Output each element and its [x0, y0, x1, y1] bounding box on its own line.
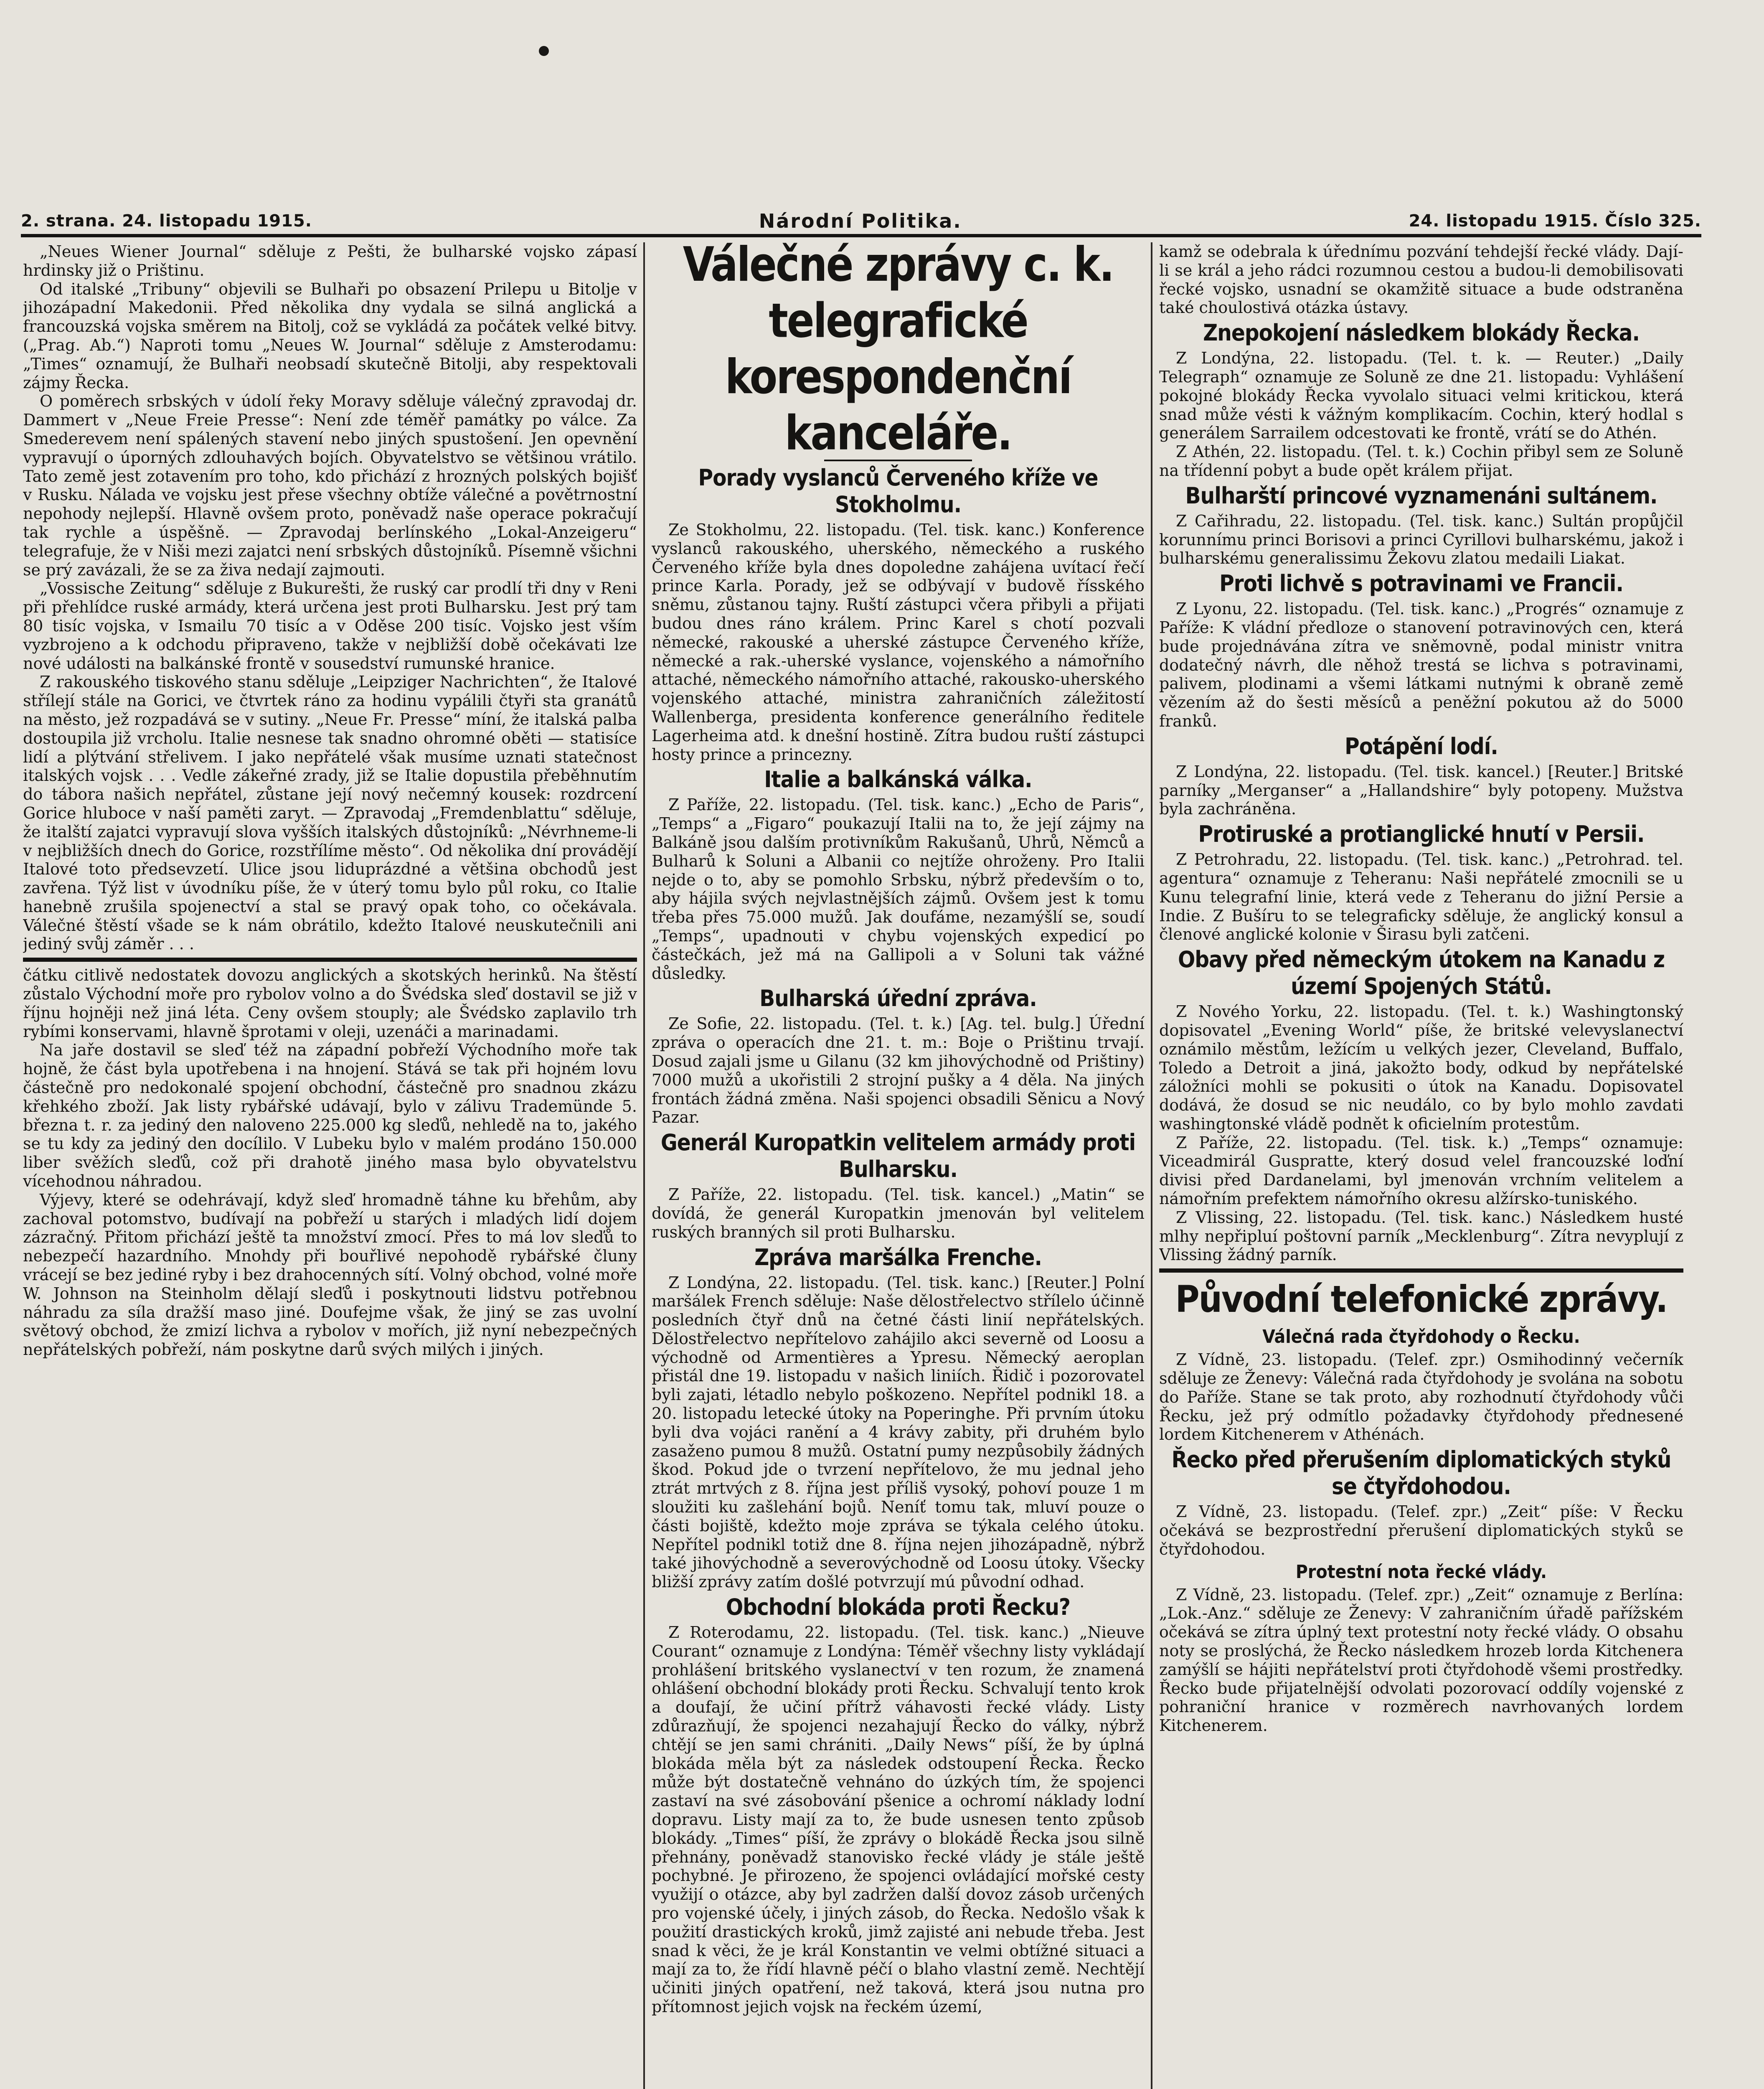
- print-speck: [539, 46, 549, 56]
- paragraph: O poměrech srbských v údolí řeky Moravy sděluje válečný zpravodaj dr. Dammert v „Neue Freie Presse“: Není zde téměř památky po válce. Za Smederevem není spálených stavení nebo jiných spustošení. Jen opevnění vypravují o úporných zdlouhavých bojích. Obyvatelstvo se většinou vrátilo. Tato země jest zotavením pro toho, kdo přichází z hrozných polských bojišť v Rusku. Nálada ve vojsku jest přese všechny obtíže válečné a povětrnostní nepohody nejlepší. Hlavně ovšem proto, poněvadž naše operace pokračují tak rychle a úspěšně. — Zpravodaj berlínského „Lokal-Anzeigeru“ telegrafuje, že v Niši mezi zajatci není srbských důstojníků. Písemně všichni se prý zavázali, že se za živa nedají zajmouti.: [23, 392, 637, 579]
- article-text: Z Londýna, 22. listopadu. (Tel. tisk. kancel.) [Reuter.] Britské parníky „Merganser“ a „Hallandshire“ byly potopeny. Mužstva byla zachráněna.: [1159, 762, 1683, 818]
- column-2: [652, 242, 1145, 2089]
- article-text: Z Cařihradu, 22. listopadu. (Tel. tisk. kanc.) Sultán propůjčil korunnímu princi Borisovi a princi Cyrillovi bulharskému, jakož i bulharskému generalissimu Žekovu zlatou medaili Liakat.: [1159, 511, 1683, 568]
- article-text: kamž se odebrala k úřednímu pozvání tehdejší řecké vlády. Dají-li se král a jeho rádci rozumnou cestou a budou-li demobilisovati řecké vojsko, usnadní se okamžitě situace a bude odstraněna také choulostivá otázka ústavy.: [1159, 242, 1683, 317]
- column-3: [1159, 242, 1683, 2089]
- article-text: Z Athén, 22. listopadu. (Tel. t. k.) Cochin přibyl sem ze Soluně na třídenní pobyt a bude opět králem přijat.: [1159, 442, 1683, 480]
- article-headline: Bulharští princové vyznamenáni sultánem.: [1185, 482, 1657, 509]
- article-headline: Protestní nota řecké vlády.: [1295, 1561, 1547, 1583]
- article-headline: Řecko před přerušením diplomatických styků se čtyřdohodou.: [1171, 1446, 1671, 1500]
- article-text: Z Vídně, 23. listopadu. (Telef. zpr.) „Zeit“ oznamuje z Berlína: „Lok.-Anz.“ sděluje ze Ženevy: V zahraničním úřadě pařížském očekává se zítra úplný text protestní noty řecké vlády. O obsahu noty se proslýchá, že Řecko následkem hrozeb lorda Kitchenera zamýšlí se hájiti nepřátelství proti čtyřdohodě všemi prostředky. Řecko bude přijatelnější odvolati pozorovací oddíly vojenské z pohraniční hranice v rozměrech navrhovaných lordem Kitchenerem.: [1159, 1585, 1683, 1735]
- article-text: Z Vídně, 23. listopadu. (Telef. zpr.) Osmihodinný večerník sděluje ze Ženevy: Válečná rada čtyřdohody je svolána na sobotu do Paříže. Stane se tak proto, aby rozhodnutí čtyřdohody vůči Řecku, jež prý odmítlo požadavky čtyřdohody přednesené lordem Kitchenerem v Athénách.: [1159, 1350, 1683, 1444]
- section-title: Válečné zprávy c. k. telegrafické korespondenční kanceláře.: [683, 242, 1114, 461]
- article-headline: Potápění lodí.: [1345, 733, 1498, 760]
- section-divider: [1159, 1268, 1683, 1273]
- article-text: Z Roterodamu, 22. listopadu. (Tel. tisk. kanc.) „Nieuve Courant“ oznamuje z Londýna: Téměř všechny listy vykládají prohlášení britského vyslanectví v ten rozum, že znamená ohlášení obchodní blokády proti Řecku. Schvalují tento krok a doufají, že učiní přítrž váhavosti řecké vlády. Listy zdůrazňují, že spojenci nezahajují Řecko do války, nýbrž chtějí se jen sami chrániti. „Daily News“ píší, že by úplná blokáda měla být za následek odstoupení Řecka. Řecko může být dostatečně vehnáno do úzkých tím, že spojenci zastaví na své zásobování pšenice a ochromí náklady lodní dopravu. Listy mají za to, že bude usnesen tento způsob blokády. „Times“ píší, že zprávy o blokádě Řecka jsou silně přehnány, poněvadž stanovisko řecké vlády je stále ještě pochybné. Je přirozeno, že spojenci ovládající mořské cesty využijí o otázce, aby byl zadržen další dovoz zásob určených pro vojenské účely, i jiných zásob, do Řecka. Nedošlo však k použití drastických kroků, jimž zajisté ani nebude třeba. Jest snad k věci, že je král Konstantin ve velmi obtížné situaci a mají za to, že řídí hlavně péčí o blaho vlastní země. Nechtějí učiniti jiných opatření, než taková, která jsou nutna pro přítomnost jejich vojsk na řeckém území,: [652, 1623, 1145, 2016]
- article-text: Z Lyonu, 22. listopadu. (Tel. tisk. kanc.) „Progrés“ oznamuje z Paříže: K vládní předloze o stanovení potravinových cen, která bude projednávána zítra ve sněmovně, podal ministr vnitra dodatečný návrh, dle něhož trestá se lichva s potravinami, palivem, plodinami a všemi látkami nutnými k obraně země vězením až do šesti měsíců a peněžní pokutou až do 5000 franků.: [1159, 600, 1683, 730]
- article-text: Z Paříže, 22. listopadu. (Tel. tisk. k.) „Temps“ oznamuje: Viceadmirál Guspratte, který dosud velel francouzské loďní divisi před Dardanelami, byl jmenován vrchním velitelem a námořním prefektem námořního okresu alžírsko-tuniského.: [1159, 1133, 1683, 1208]
- article-text: Ze Sofie, 22. listopadu. (Tel. t. k.) [Ag. tel. bulg.] Úřední zpráva o operacích dne 21. t. m.: Boje o Prištinu trvají. Dosud zajali jsme u Gilanu (32 km jihovýchodně od Prištiny) 7000 mužů a ukořistili 2 strojní pušky a 4 děla. Na jiných frontách žádná změna. Naši spojenci obsadili Sěnicu a Nový Pazar.: [652, 1014, 1145, 1127]
- section-divider: [23, 958, 637, 962]
- article-headline: Zpráva maršálka Frenche.: [754, 1244, 1042, 1271]
- article-text: Z Londýna, 22. listopadu. (Tel. t. k. — Reuter.) „Daily Telegraph“ oznamuje ze Soluně ze dne 21. listopadu: Vyhlášení pokojné blokády Řecka vyvolalo situaci velmi kritickou, která snad může vésti k vážným komplikacím. Cochin, který hodlal s generálem Sarrailem odcestovati ke frontě, vrátí se do Athén.: [1159, 349, 1683, 442]
- article-headline: Protiruské a protianglické hnutí v Persii.: [1198, 821, 1645, 848]
- article-text: Z Vlissing, 22. listopadu. (Tel. tisk. kanc.) Následkem husté mlhy nepřipluí poštovní parník „Mecklenburg“. Zítra nevyplují z Vlissing žádný parník.: [1159, 1208, 1683, 1264]
- column-rule: [643, 242, 645, 2089]
- masthead: Národní Politika.: [759, 210, 962, 232]
- page-header: [21, 209, 1701, 233]
- column-rule: [1151, 242, 1152, 2089]
- article-headline: Znepokojení následkem blokády Řecka.: [1203, 320, 1640, 346]
- paragraph: Výjevy, které se odehrávají, když sleď hromadně táhne ku břehům, aby zachoval potomstvo, budívají na pobřeží u starých i mladých lidí dojem zázračný. Přitom přichází ještě ta množství zmocí. Přes to má lov sleďů to nebezpečí hazardního. Mnohdy při bouřlivé nepohodě rybářské čluny vrácejí se bez jediné ryby i bez drahocenných sítí. Volný obchod, volné moře W. Johnson na Steinholm dělají sleďů i poskytnouti lidstvu potřebnou náhradu za síla dražší maso jiné. Doufejme však, že jiný se zas uvolní světový obchod, že zmizí lichva a rybolov v mořích, již nyní nebezpečných nepřátelských pobřeží, nám poskytne darů svých milých i jiných.: [23, 1190, 637, 1359]
- article-headline: Obchodní blokáda proti Řecku?: [726, 1594, 1071, 1621]
- header-left: 2. strana. 24. listopadu 1915.: [21, 211, 312, 231]
- header-right: 24. listopadu 1915. Číslo 325.: [1409, 211, 1701, 231]
- article-headline: Obavy před německým útokem na Kanadu z území Spojených Států.: [1178, 946, 1665, 1000]
- article-text: Z Paříže, 22. listopadu. (Tel. tisk. kanc.) „Echo de Paris“, „Temps“ a „Figaro“ poukazují Italii na to, že její zájmy na Balkáně jsou dalším protivníkům Rakušanů, Uhrů, Němců a Bulharů k Soluni a Albanii co nejtíže ohroženy. Pro Italii nejde o to, aby se pomohlo Srbsku, nýbrž především o to, aby hájila svých nejvlastnějších zájmů. Ovšem jest k tomu třeba přes 75.000 mužů. Jak doufáme, nezamýšlí se, soudí „Temps“, upadnouti v chybu vojenských expedicí po částečkách, jež má na Gallipoli a v Soluni tak vážné důsledky.: [652, 795, 1145, 983]
- article-text: Z Petrohradu, 22. listopadu. (Tel. tisk. kanc.) „Petrohrad. tel. agentura“ oznamuje z Teheranu: Naši nepřátelé zmocnili se u Kunu telegrafní linie, která vede z Teheranu do jižní Persie a Indie. Z Bušíru to se telegraficky sděluje, že anglický konsul a členové anglické kolonie v Širasu byli zatčeni.: [1159, 850, 1683, 944]
- paragraph: Od italské „Tribuny“ objevili se Bulhaři po obsazení Prilepu u Bitolje v jihozápadní Makedonii. Před několika dny vydala se silná anglická a francouzská vojska směrem na Bitolj, což se vykládá za počátek velké bitvy. („Prag. Ab.“) Naproti tomu „Neues W. Journal“ sděluje z Amsterodamu: „Times“ oznamují, že Bulhaři neobsadí skutečně Bitolji, aby respektovali zájmy Řecka.: [23, 280, 637, 392]
- article-text: Z Londýna, 22. listopadu. (Tel. tisk. kanc.) [Reuter.] Polní maršálek French sděluje: Naše dělostřelectvo střílelo účinně posledních čtyř dnů na četné části linií nepřátelských. Dělostřelectvo nepřítelovo zahájilo akci severně od Loosu a východně od Armentières a Ypresu. Německý aeroplan přistál dne 19. listopadu v našich liniích. Řidič i pozorovatel byli zajati, létadlo nebylo poškozeno. Nepřítel podnikl 18. a 20. listopadu letecké útoky na Poperinghe. Při prvním útoku byli dva vojáci ranění a 4 krávy zabity, při druhém bylo zasaženo pumou 8 mužů. Ostatní pumy nezpůsobily žádných škod. Pokud jde o tvrzení nepřítelovo, že mu jednal jeho ztrát mrtvých z 8. října jest příliš vysoký, pohoví pouze 1 m sloužiti ku zašlehání bojů. Neníť tomu tak, mluví pouze o části bojiště, kdežto moje zpráva se týkala celého útoku. Nepřítel podnikl totiž dne 8. října nejen jihozápadně, nýbrž také jihovýchodně a severovýchodně od Loosu útoky. Všecky bližší zprávy zatím došlé potvrzují mú původní odhad.: [652, 1273, 1145, 1591]
- header-rule: [21, 234, 1701, 237]
- paragraph: „Neues Wiener Journal“ sděluje z Pešti, že bulharské vojsko zápasí hrdinsky již o Prištinu.: [23, 242, 637, 280]
- article-headline: Porady vyslanců Červeného kříže ve Stokholmu.: [698, 465, 1098, 518]
- paragraph: Z rakouského tiskového stanu sděluje „Leipziger Nachrichten“, že Italové střílejí stále na Gorici, ve čtvrtek ráno za hodinu vypálili čtyři sta granátů na město, jež rozpadává se v sutiny. „Neue Fr. Presse“ míní, že italská palba dostoupila již vrcholu. Italie nesnese tak snadno ohromné oběti — statisíce lidí a plýtvání střelivem. I jako nepřátelé však musíme uznati statečnost italských vojsk . . . Vedle zákeřné zrady, již se Italie dopustila přeběhnutím do tábora našich nepřátel, zůstane její nový nečemný kousek: rozdrcení Gorice hluboce v naší paměti zaryt. — Zpravodaj „Fremdenblattu“ sděluje, že italští zajatci vypravují slova vyšších italských důstojníků: „Névrhneme-li v nejbližších dnech do Gorice, rozstřílíme město“. Od několika dní provádějí Italové toto předsevzetí. Ulice jsou liduprázdné a většina obchodů jest zavřena. Týž list v úvodníku píše, že v úterý tomu bylo půl roku, co Italie hanebně zrušila spojenectví a stal se pravý opak toho, co očekávala. Válečné štěstí všade se k nám obrátilo, kdežto Italové neuskutečnili ani jediný svůj záměr . . .: [23, 673, 637, 953]
- article-headline: Bulharská úřední zpráva.: [759, 985, 1037, 1012]
- paragraph: Na jaře dostavil se sleď též na západní pobřeží Východního moře tak hojně, že část byla upotřebena i na hnojení. Stává se tak při hojném lovu částečně pro nedokonalé spojení obchodní, částečně pro snadnou zkázu křehkého zboží. Jak listy rybářské udávají, bylo v zálivu Trademünde 5. března t. r. za jediný den naloveno 225.000 kg sleďů, nehledě na to, jakého se tu kdy za jediný den docílilo. V Lubeku bylo v malém prodáno 150.000 liber svěžích sleďů, což při drahotě jiného masa bylo obyvatelstvu vícehodnou náhradou.: [23, 1041, 637, 1191]
- section-title: Původní telefonické zprávy.: [1175, 1278, 1668, 1321]
- article-text: Z Nového Yorku, 22. listopadu. (Tel. t. k.) Washingtonský dopisovatel „Evening World“ píše, že britské velevyslanectví oznámilo městům, ležícím u velkých jezer, Cleveland, Buffalo, Toledo a Detroit a jiná, jakožto body, odkud by nepřátelské záložníci mohli se pokusiti o útok na Kanadu. Dopisovatel dodává, že dosud se nic neudálo, co by bylo mohlo zavdati washingtonské vládě podnět k oficielním protestům.: [1159, 1002, 1683, 1133]
- article-headline: Válečná rada čtyřdohody o Řecku.: [1262, 1326, 1580, 1348]
- article-text: Z Vídně, 23. listopadu. (Telef. zpr.) „Zeit“ píše: V Řecku očekává se bezprostřední přerušení diplomatických styků se čtyřdohodou.: [1159, 1502, 1683, 1558]
- article-text: Z Paříže, 22. listopadu. (Tel. tisk. kancel.) „Matin“ se dovídá, že generál Kuropatkin jmenován byl velitelem ruských branných sil proti Bulharsku.: [652, 1185, 1145, 1241]
- article-headline: Italie a balkánská válka.: [764, 766, 1032, 793]
- article-text: Ze Stokholmu, 22. listopadu. (Tel. tisk. kanc.) Konference vyslanců rakouského, uherského, německého a ruského Červeného kříže byla dnes dopoledne zahájena uvítací řečí prince Karla. Porady, jež se odbývají v budově řísského sněmu, zůstanou tajny. Ruští zástupci včera přibyli a přijati budou dnes ráno králem. Princ Karel s chotí pozvali německé, rakouské a uherské zástupce Červeného kříže, německé a rak.-uherské vyslance, vojenského a námořního attaché, německého námořního attaché, rakousko-uherského vojenského attaché, ministra zahraničních záležitostí Wallenberga, presidenta konference generálního ředitele Lagerheima atd. k dnešní hostině. Zítra budou ruští zástupci hosty prince a princezny.: [652, 521, 1145, 764]
- column-1: [23, 242, 637, 2089]
- paragraph: čátku citlivě nedostatek dovozu anglických a skotských herinků. Na štěstí zůstalo Východní moře pro rybolov volno a do Švédska sleď dostavil se již v říjnu hojněji než jiná léta. Ceny ovšem stouply; ale Švédsko zaplavilo trh rybími konservami, hlavně šprotami v oleji, uzenáči a marinadami.: [23, 966, 637, 1041]
- article-headline: Generál Kuropatkin velitelem armády proti Bulharsku.: [660, 1129, 1136, 1183]
- article-headline: Proti lichvě s potravinami ve Francii.: [1219, 570, 1623, 597]
- paragraph: „Vossische Zeitung“ sděluje z Bukurešti, že ruský car prodlí tři dny v Reni při přehlídce ruské armády, která určena jest proti Bulharsku. Jest prý tam 80 tisíc vojska, v Ismailu 70 tisíc a v Oděse 200 tisíc. Vojsko jest vším vyzbrojeno a k odchodu připraveno, takže v nejbližší době očekávati lze nové události na balkánské frontě v sousedství rumunské hranice.: [23, 579, 637, 673]
